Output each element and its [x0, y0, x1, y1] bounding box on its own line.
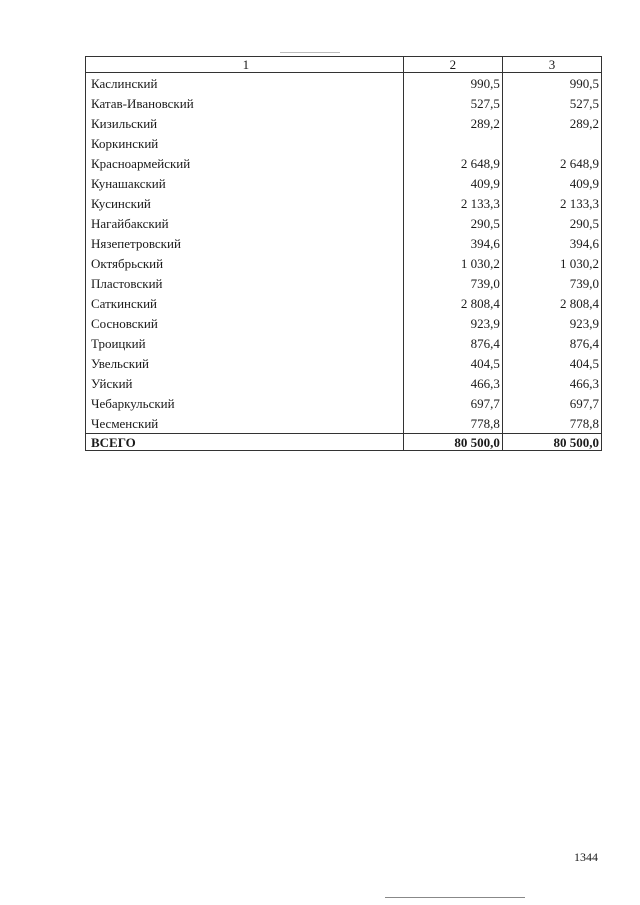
- value-col2: 527,5: [403, 93, 502, 113]
- value-col3: [502, 133, 601, 153]
- scan-artifact-line: [385, 897, 525, 898]
- value-col3: 404,5: [502, 353, 601, 373]
- value-col3: 739,0: [502, 273, 601, 293]
- table-row: [86, 153, 602, 173]
- value-col2: 990,5: [403, 73, 502, 94]
- value-col3: 2 808,4: [502, 293, 601, 313]
- column-header-1: 1: [86, 57, 404, 73]
- budget-table: [85, 56, 602, 451]
- value-col2: 1 030,2: [403, 253, 502, 273]
- value-col3: 290,5: [502, 213, 601, 233]
- district-name: Кунашакский: [86, 173, 404, 193]
- table-row: [86, 253, 602, 273]
- district-name: Катав-Ивановский: [86, 93, 404, 113]
- column-header-3: 3: [502, 57, 601, 73]
- table-row: [86, 313, 602, 333]
- district-name: Пластовский: [86, 273, 404, 293]
- district-name: Каслинский: [86, 73, 404, 94]
- table-row: [86, 393, 602, 413]
- value-col2: 2 648,9: [403, 153, 502, 173]
- value-col2: 778,8: [403, 413, 502, 434]
- table-row: [86, 233, 602, 253]
- district-name: Октябрьский: [86, 253, 404, 273]
- column-header-2: 2: [403, 57, 502, 73]
- table-row: [86, 93, 602, 113]
- district-name: Саткинский: [86, 293, 404, 313]
- table-row: [86, 213, 602, 233]
- total-col3: 80 500,0: [502, 434, 601, 451]
- district-name: Уйский: [86, 373, 404, 393]
- value-col3: 778,8: [502, 413, 601, 434]
- district-name: Кизильский: [86, 113, 404, 133]
- total-col2: 80 500,0: [403, 434, 502, 451]
- value-col2: 2 808,4: [403, 293, 502, 313]
- value-col3: 466,3: [502, 373, 601, 393]
- value-col3: 409,9: [502, 173, 601, 193]
- value-col3: 923,9: [502, 313, 601, 333]
- table-row: [86, 113, 602, 133]
- district-name: Чесменский: [86, 413, 404, 434]
- value-col2: 394,6: [403, 233, 502, 253]
- district-name: Сосновский: [86, 313, 404, 333]
- value-col3: 697,7: [502, 393, 601, 413]
- value-col2: 923,9: [403, 313, 502, 333]
- value-col3: 2 648,9: [502, 153, 601, 173]
- table-row: [86, 293, 602, 313]
- value-col2: 404,5: [403, 353, 502, 373]
- table-row: [86, 173, 602, 193]
- table-row: [86, 273, 602, 293]
- value-col2: 2 133,3: [403, 193, 502, 213]
- table-row: [86, 133, 602, 153]
- table-row: [86, 333, 602, 353]
- value-col2: 289,2: [403, 113, 502, 133]
- table-row: [86, 73, 602, 94]
- district-name: Нагайбакский: [86, 213, 404, 233]
- scan-artifact-line: [280, 52, 340, 53]
- value-col2: [403, 133, 502, 153]
- table-body: [86, 73, 602, 451]
- district-name: Кусинский: [86, 193, 404, 213]
- value-col3: 2 133,3: [502, 193, 601, 213]
- table-row: [86, 353, 602, 373]
- district-name: Красноармейский: [86, 153, 404, 173]
- value-col3: 1 030,2: [502, 253, 601, 273]
- district-name: Нязепетровский: [86, 233, 404, 253]
- total-label: ВСЕГО: [86, 434, 404, 451]
- value-col2: 876,4: [403, 333, 502, 353]
- value-col3: 394,6: [502, 233, 601, 253]
- value-col3: 990,5: [502, 73, 601, 94]
- district-name: Чебаркульский: [86, 393, 404, 413]
- table-row: [86, 413, 602, 434]
- value-col2: 466,3: [403, 373, 502, 393]
- page-number: 1344: [574, 850, 598, 864]
- table-row: [86, 373, 602, 393]
- table-header-row: [86, 57, 602, 73]
- district-name: Троицкий: [86, 333, 404, 353]
- table-total-row: [86, 434, 602, 451]
- value-col3: 527,5: [502, 93, 601, 113]
- value-col3: 876,4: [502, 333, 601, 353]
- value-col2: 739,0: [403, 273, 502, 293]
- district-name: Коркинский: [86, 133, 404, 153]
- value-col2: 290,5: [403, 213, 502, 233]
- table-row: [86, 193, 602, 213]
- value-col2: 409,9: [403, 173, 502, 193]
- value-col2: 697,7: [403, 393, 502, 413]
- district-name: Увельский: [86, 353, 404, 373]
- value-col3: 289,2: [502, 113, 601, 133]
